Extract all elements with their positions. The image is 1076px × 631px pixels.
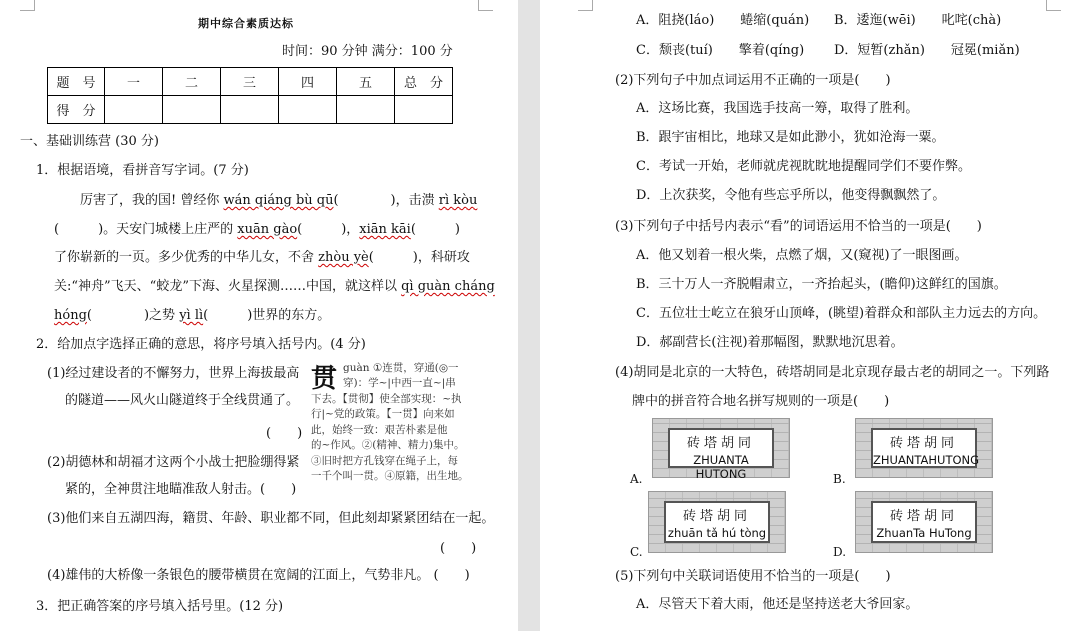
q3-3-option-b: B．三十万人一齐脱帽肃立，一齐抬起头，(瞻仰)这鲜红的国旗。 xyxy=(636,277,1007,292)
q3-4-stem: (4)胡同是北京的一大特色，砖塔胡同是北京现存最古老的胡同之一。下列路 xyxy=(615,365,1050,380)
crop-mark xyxy=(20,0,35,11)
text: 厉害了，我的国! 曾经你 xyxy=(80,193,224,208)
q1-line-2 xyxy=(54,222,460,238)
sign-option-label[interactable]: A. xyxy=(630,472,643,486)
sign-chinese: 砖塔胡同 xyxy=(889,509,958,524)
question-1-title: 1．根据语境，看拼音写字词。(7 分) xyxy=(36,163,249,178)
sign-pinyin: ZHUANTA HUTONG xyxy=(693,453,749,481)
pinyin: qì guàn cháng xyxy=(401,279,495,294)
q3-3-option-a: A．他又划着一根火柴，点燃了烟，又(窥视)了一眼图画。 xyxy=(636,248,968,263)
pinyin: xuān gào xyxy=(237,222,298,237)
q3-4-stem: 牌中的拼音符合地名拼写规则的一项是( ) xyxy=(632,394,890,409)
street-sign-b xyxy=(855,418,993,478)
score-header-cell: 二 xyxy=(163,68,221,96)
gloss-line: 行|~党的政策。【一贯】向来如 xyxy=(311,408,455,420)
q2-sentence-1b: 的隧道——风火山隧道终于全线贯通了。 xyxy=(65,393,300,408)
section-heading: 一、基础训练营 (30 分) xyxy=(20,134,159,149)
q2-answer-blank[interactable]: ( ) xyxy=(440,541,477,556)
gloss-line: ③旧时把方孔钱穿在绳子上，每 xyxy=(311,455,458,467)
pinyin: hóng xyxy=(54,308,87,323)
sign-plate xyxy=(668,428,774,481)
left-page xyxy=(0,0,518,631)
score-row-label: 得 分 xyxy=(48,96,105,124)
score-cell[interactable] xyxy=(395,96,453,124)
sign-plate xyxy=(871,501,977,543)
text: ( ) xyxy=(410,222,460,237)
sign-plate xyxy=(664,501,770,543)
q1-line-3 xyxy=(54,250,470,266)
score-header-cell: 三 xyxy=(221,68,279,96)
score-cell[interactable] xyxy=(337,96,395,124)
sign-option-label[interactable]: D. xyxy=(833,545,847,559)
q3-2-option-a: A．这场比赛，我国选手技高一筹，取得了胜利。 xyxy=(636,101,919,116)
sign-chinese: 砖塔胡同 xyxy=(686,436,755,451)
question-2-title: 2．给加点字选择正确的意思，将序号填入括号内。(4 分) xyxy=(36,337,366,352)
sign-option-label[interactable]: B. xyxy=(833,472,846,486)
gloss-line: guàn ①连贯，穿通(◎一 xyxy=(343,362,459,374)
time-info: 时间：90 分钟 满分：100 分 xyxy=(282,44,453,59)
q3-3-stem: (3)下列句子中括号内表示“看”的词语运用不恰当的一项是( ) xyxy=(615,219,982,234)
sign-pinyin: zhuān tǎ hú tòng xyxy=(667,526,767,540)
q3-2-option-b: B．跟宇宙相比，地球又是如此渺小，犹如沧海一粟。 xyxy=(636,130,945,145)
q1-line-4 xyxy=(54,279,495,295)
text: ( )，科研攻 xyxy=(368,250,470,265)
q3-3-option-c: C．五位壮士屹立在狼牙山顶峰，(眺望)着群众和部队主力远去的方向。 xyxy=(636,306,1047,321)
gloss-line: 下去。【贯彻】使全部实现：~执 xyxy=(311,393,462,405)
score-header-cell: 一 xyxy=(105,68,163,96)
score-cell[interactable] xyxy=(221,96,279,124)
q2-answer-blank[interactable]: ( ) xyxy=(266,426,303,441)
pinyin: wán qiáng bù qū xyxy=(223,193,334,208)
text: ( )世界的东方。 xyxy=(203,308,331,323)
q3-1-option-d: D．短暂(zhǎn) 冠冕(miǎn) xyxy=(834,43,1020,58)
score-cell[interactable] xyxy=(163,96,221,124)
street-sign-c xyxy=(648,491,786,553)
gloss-line: 此，始终一致：艰苦朴素是他 xyxy=(311,424,448,436)
score-cell[interactable] xyxy=(105,96,163,124)
text: ( )，击溃 xyxy=(333,193,439,208)
q3-1-option-a: A．阻挠(láo) 蜷缩(quán) xyxy=(636,13,810,28)
q3-3-option-d: D．郝副营长(注视)着那幅图，默默地沉思着。 xyxy=(636,335,904,350)
right-page xyxy=(540,0,1076,631)
q1-line-5 xyxy=(54,308,330,324)
q3-2-option-c: C．考试一开始，老师就虎视眈眈地提醒同学们不要作弊。 xyxy=(636,159,971,174)
score-cell[interactable] xyxy=(279,96,337,124)
q2-sentence-1a: (1)经过建设者的不懈努力，世界上海拔最高 xyxy=(47,366,300,381)
q3-5-stem: (5)下列句中关联词语使用不恰当的一项是( ) xyxy=(615,569,891,584)
crop-mark xyxy=(478,0,493,11)
sign-pinyin: ZhuanTa HuTong xyxy=(876,526,972,540)
q1-line-1 xyxy=(80,193,477,209)
sign-chinese: 砖塔胡同 xyxy=(889,436,958,451)
score-header-cell: 五 xyxy=(337,68,395,96)
crop-mark xyxy=(578,0,593,11)
street-sign-a xyxy=(652,418,790,481)
gloss-line: 的~作风。②(精神、精力)集中。 xyxy=(311,439,465,451)
sign-chinese: 砖塔胡同 xyxy=(682,509,751,524)
q3-1-option-b: B．逶迤(wēi) 叱咤(chà) xyxy=(834,13,1002,28)
sign-plate xyxy=(871,428,980,468)
gloss-line: 穿)：学~|中西一直~|串 xyxy=(343,377,456,389)
q3-1-option-c: C．颓丧(tuí) 擎着(qíng) xyxy=(636,43,805,58)
crop-mark xyxy=(1046,0,1061,11)
text: ( )之势 xyxy=(86,308,180,323)
score-table xyxy=(47,67,453,124)
text: 关:“神舟”飞天、“蛟龙”下海、火星探测……中国，就这样以 xyxy=(54,279,402,294)
question-3-title: 3．把正确答案的序号填入括号里。(12 分) xyxy=(36,599,284,614)
q3-2-stem: (2)下列句子中加点词运用不正确的一项是( ) xyxy=(615,73,891,88)
score-header-cell: 四 xyxy=(279,68,337,96)
score-header-cell: 总 分 xyxy=(395,68,453,96)
sign-pinyin: ZHUANTAHUTONG xyxy=(873,453,980,467)
q3-5-option-a: A．尽管天下着大雨，他还是坚持送老大爷回家。 xyxy=(636,597,919,612)
sign-option-label[interactable]: C. xyxy=(630,545,643,559)
q3-2-option-d: D．上次获奖，令他有些忘乎所以，他变得飘飘然了。 xyxy=(636,188,946,203)
pinyin: rì kòu xyxy=(438,193,478,208)
pinyin: zhòu yè xyxy=(318,250,369,265)
page-title: 期中综合素质达标 xyxy=(198,17,294,30)
pinyin: yì lì xyxy=(179,308,204,323)
q2-sentence-2b: 紧的，全神贯注地瞄准敌人射击。( ) xyxy=(65,482,297,497)
gloss-headword: 贯 xyxy=(311,364,338,394)
text: 了你崭新的一页。多少优秀的中华儿女，不舍 xyxy=(54,250,319,265)
q2-sentence-2a: (2)胡德林和胡福才这两个小战士把脸绷得紧 xyxy=(47,455,300,470)
score-header-cell: 题 号 xyxy=(48,68,105,96)
pinyin: xiān kāi xyxy=(359,222,411,237)
q2-sentence-3: (3)他们来自五湖四海，籍贯、年龄、职业都不同，但此刻却紧紧团结在一起。 xyxy=(47,511,495,526)
q2-sentence-4: (4)雄伟的大桥像一条银色的腰带横贯在宽阔的江面上，气势非凡。 ( ) xyxy=(47,568,470,583)
gloss-line: 一千个叫一贯。④原籍，出生地。 xyxy=(311,470,469,482)
text: ( )。天安门城楼上庄严的 xyxy=(54,222,238,237)
street-sign-d xyxy=(855,491,993,553)
text: ( )， xyxy=(297,222,360,237)
